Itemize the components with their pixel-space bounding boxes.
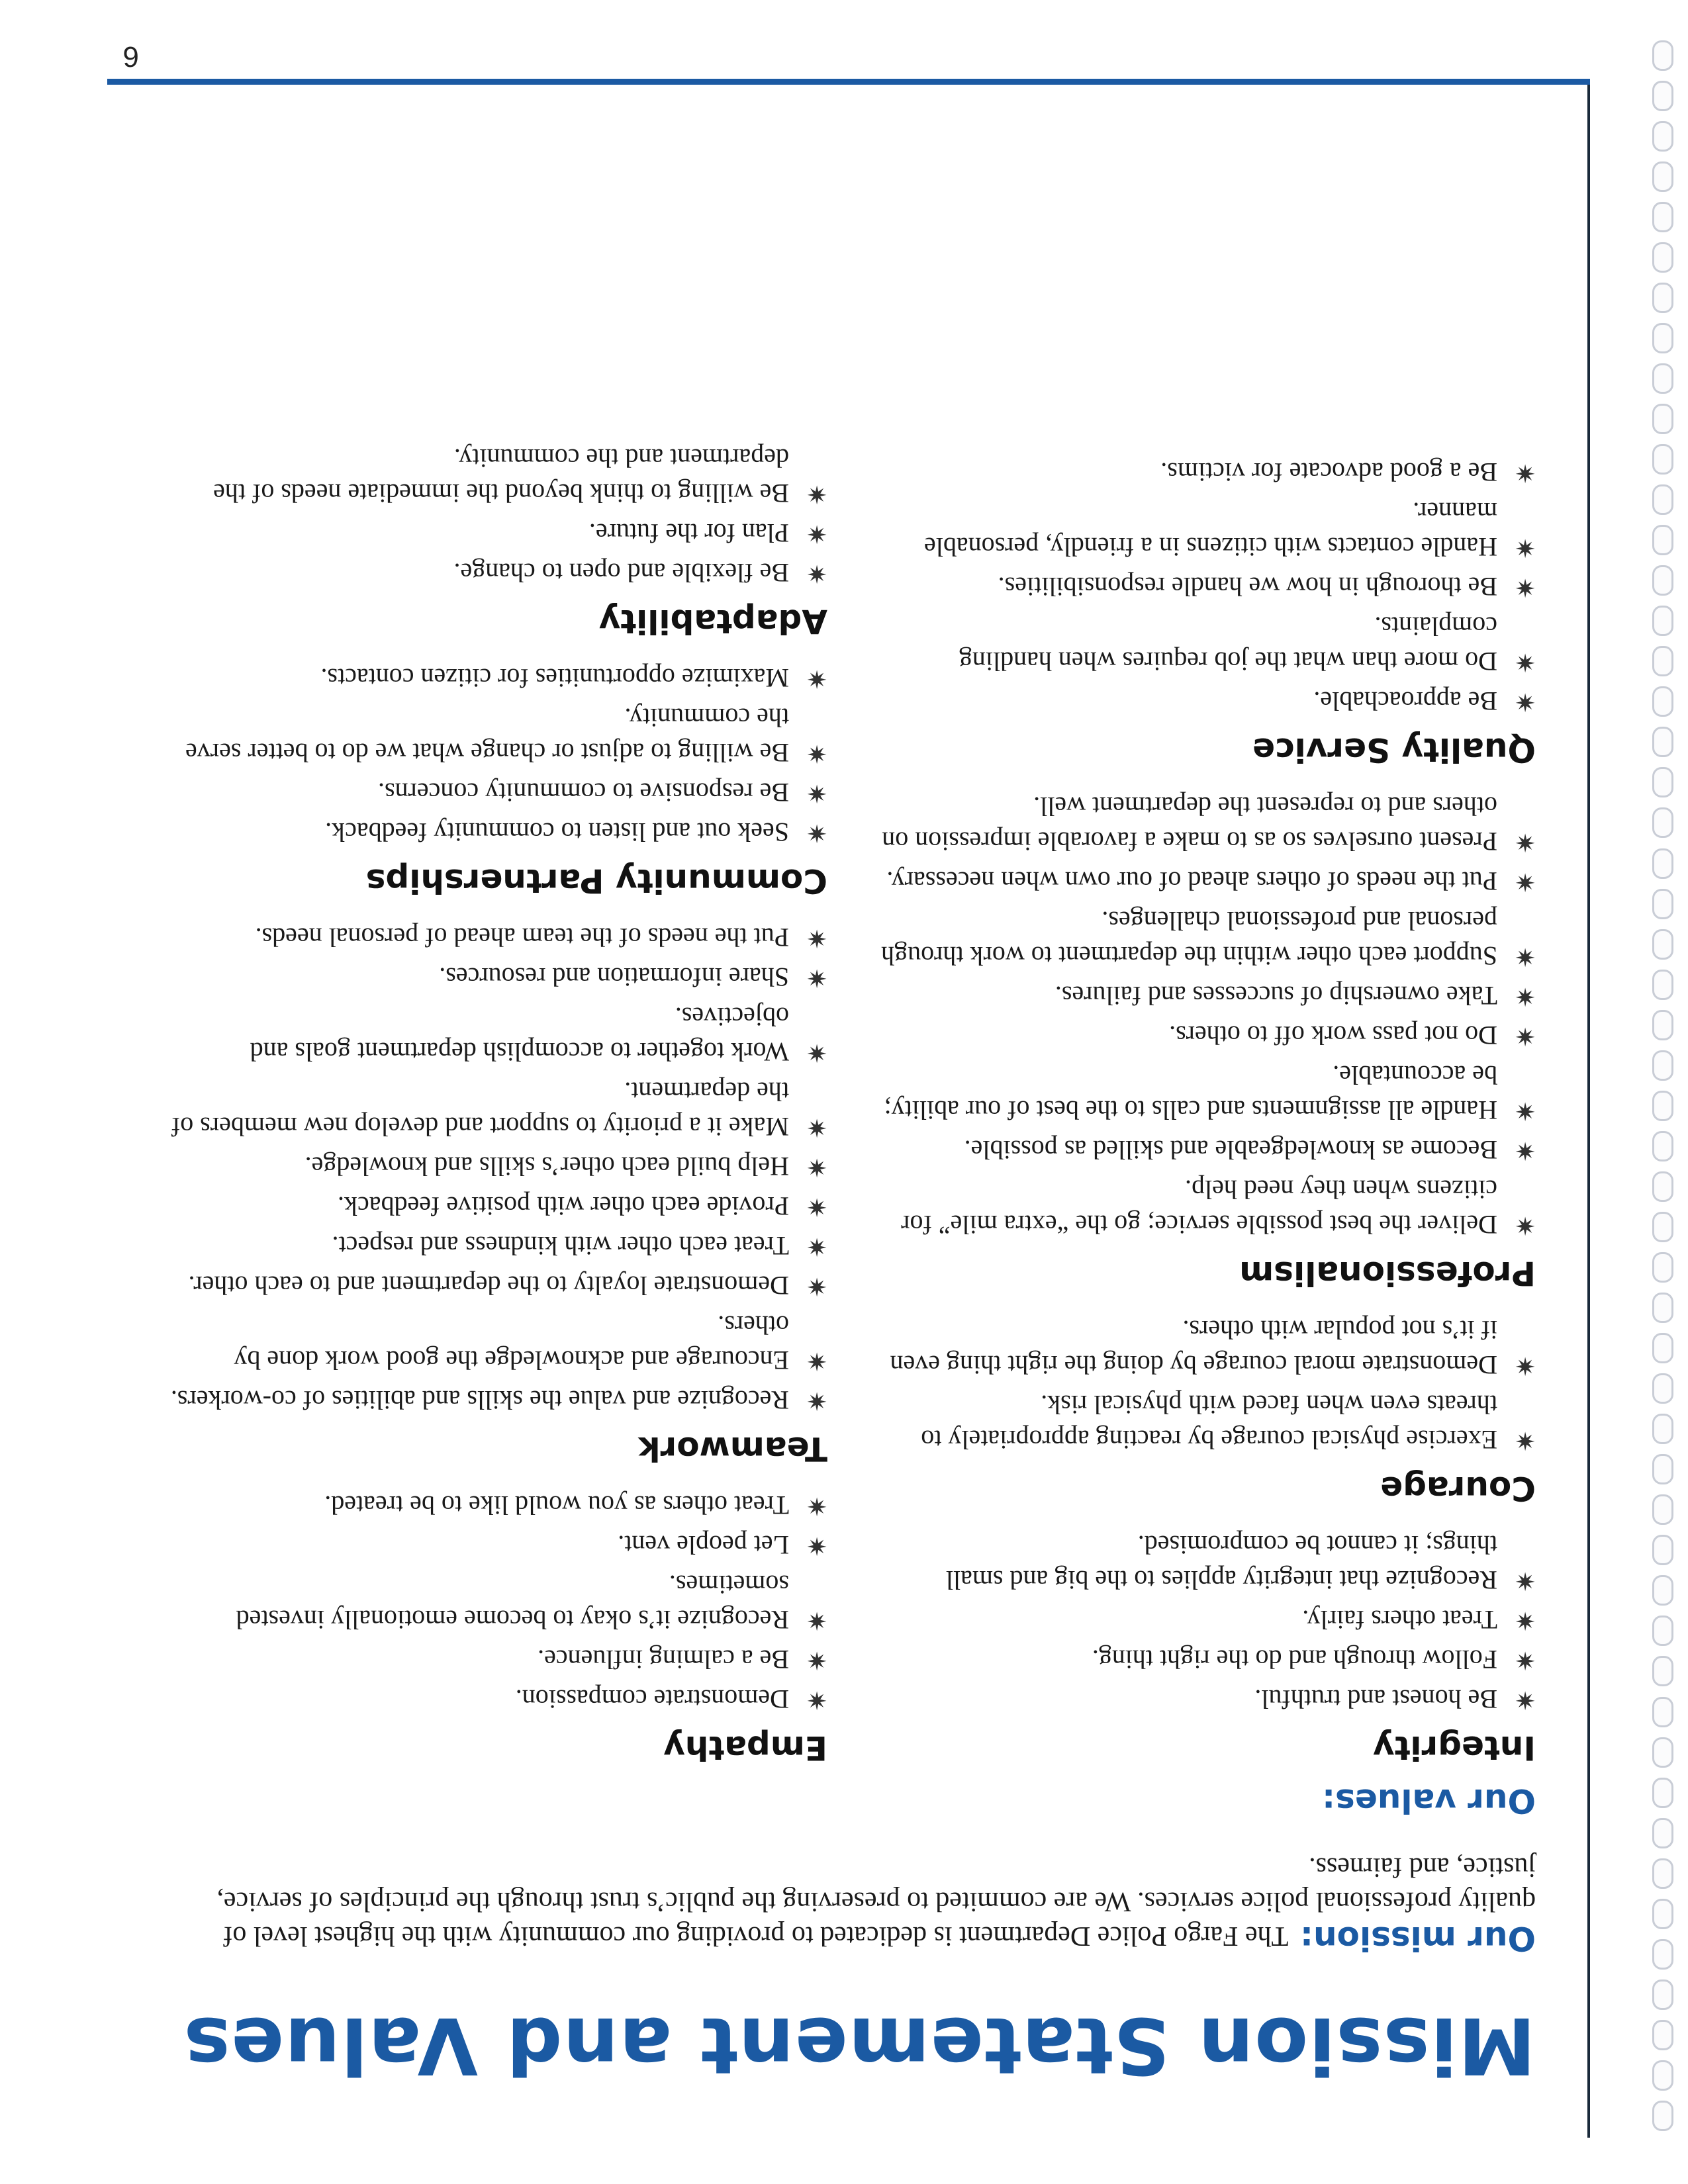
value-item-text: Deliver the best possible service; go the “extra mile” for citizens when they need help.	[901, 1175, 1497, 1240]
value-item	[880, 569, 1536, 604]
binder-hole	[1652, 323, 1673, 353]
value-heading: Professionalism	[1239, 1254, 1536, 1293]
mission-statement	[185, 1850, 1536, 1956]
star-bullet-icon: ✷	[1515, 1686, 1536, 1713]
value-item-text: Put the needs of others ahead of our own when necessary.	[886, 866, 1497, 896]
value-item-text: Seek out and listen to community feedback.	[325, 817, 789, 847]
value-item-text: Be approachable.	[1313, 686, 1497, 716]
binder-hole	[1652, 444, 1673, 475]
value-item	[880, 1387, 1536, 1457]
value-item-text: Provide each other with positive feedback.	[338, 1191, 789, 1221]
value-item	[159, 700, 827, 770]
binder-hole	[1652, 808, 1673, 839]
binder-hole	[1652, 484, 1673, 515]
value-item-text: Recognize and value the skills and abilities of co-workers.	[170, 1385, 789, 1415]
binder-hole	[1652, 1818, 1673, 1848]
value-item-text: Do more than what the job requires when handling complaints.	[959, 612, 1497, 676]
binder-hole	[1652, 363, 1673, 394]
star-bullet-icon: ✷	[806, 1646, 827, 1674]
star-bullet-icon: ✷	[1515, 573, 1536, 601]
values-column-left	[880, 435, 1536, 1767]
star-bullet-icon: ✷	[806, 1606, 827, 1634]
value-item	[159, 920, 827, 955]
star-bullet-icon: ✷	[806, 559, 827, 587]
value-item	[159, 960, 827, 995]
star-bullet-icon: ✷	[1515, 688, 1536, 715]
binder-hole	[1652, 606, 1673, 636]
binder-hole	[1652, 1050, 1673, 1081]
value-item	[159, 999, 827, 1069]
star-bullet-icon: ✷	[806, 1492, 827, 1520]
star-bullet-icon: ✷	[1515, 1022, 1536, 1050]
value-item-text: Treat each other with kindness and respect.	[332, 1231, 789, 1261]
value-item	[880, 684, 1536, 719]
value-list	[880, 1312, 1536, 1457]
value-item-text: Be thorough in how we handle responsibilities.	[998, 572, 1497, 602]
value-item	[159, 1308, 827, 1378]
value-heading: Quality Service	[1252, 731, 1536, 769]
value-item-text: Be willing to think beyond the immediate needs of the department and the community.	[213, 443, 789, 508]
binder-hole	[1652, 1414, 1673, 1444]
value-item-text: Be willing to adjust or change what we do to better serve the community.	[185, 703, 789, 768]
binder-hole	[1652, 1697, 1673, 1727]
binder-hole	[1652, 40, 1673, 71]
binder-hole	[1652, 1171, 1673, 1202]
value-item	[880, 1058, 1536, 1128]
binder-hole	[1652, 81, 1673, 111]
star-bullet-icon: ✷	[806, 779, 827, 807]
value-item	[159, 1149, 827, 1184]
binder-hole	[1652, 848, 1673, 879]
value-item-text: Be flexible and open to change.	[453, 558, 789, 588]
binder-hole	[1652, 970, 1673, 1000]
value-item-text: Support each other within the department to work through personal and professional challenges.	[881, 906, 1497, 971]
value-item	[159, 1228, 827, 1263]
value-list	[159, 920, 827, 1418]
star-bullet-icon: ✷	[806, 1531, 827, 1559]
value-item-text: Demonstrate moral courage by doing the right thing even if it’s not popular with others.	[890, 1315, 1497, 1380]
star-bullet-icon: ✷	[806, 1347, 827, 1375]
footer-rule	[107, 79, 1590, 85]
value-item	[159, 660, 827, 696]
value-item-text: Handle contacts with citizens in a friendly, personable manner.	[924, 497, 1497, 562]
binder-hole	[1652, 1131, 1673, 1161]
value-section	[159, 1488, 827, 1767]
binder-hole	[1652, 727, 1673, 757]
binder-hole	[1652, 1656, 1673, 1686]
star-bullet-icon: ✷	[1515, 533, 1536, 561]
value-list	[880, 789, 1536, 1242]
binder-hole	[1652, 929, 1673, 960]
star-bullet-icon: ✷	[1515, 868, 1536, 895]
value-item-text: Become as knowledgeable and skilled as possible.	[964, 1135, 1497, 1165]
value-item-text: Recognize it’s okay to become emotionally invested sometimes.	[236, 1570, 789, 1635]
value-item-text: Plan for the future.	[588, 518, 789, 548]
value-item	[159, 1527, 827, 1563]
value-list	[159, 1488, 827, 1717]
star-bullet-icon: ✷	[1515, 648, 1536, 676]
star-bullet-icon: ✷	[806, 1686, 827, 1713]
value-heading: Teamwork	[638, 1430, 827, 1468]
value-item-text: Help build each other’s skills and knowledge.	[305, 1152, 789, 1181]
margin-rule	[1587, 79, 1590, 2138]
value-item	[880, 1132, 1536, 1167]
values-heading: Our values:	[1322, 1782, 1536, 1820]
star-bullet-icon: ✷	[1515, 1351, 1536, 1379]
value-item	[880, 1642, 1536, 1677]
star-bullet-icon: ✷	[1515, 1567, 1536, 1594]
value-item-text: Be a calming influence.	[538, 1645, 789, 1674]
value-item	[880, 1602, 1536, 1637]
star-bullet-icon: ✷	[806, 924, 827, 952]
binder-holes	[1647, 40, 1673, 2131]
value-item-text: Treat others fairly.	[1302, 1605, 1497, 1635]
value-item	[159, 1642, 827, 1677]
value-heading: Empathy	[663, 1729, 827, 1767]
value-list	[880, 1527, 1536, 1717]
value-item	[159, 516, 827, 551]
value-item	[159, 815, 827, 850]
binder-hole	[1652, 1494, 1673, 1525]
binder-hole	[1652, 889, 1673, 919]
values-column-right	[159, 421, 827, 1767]
binder-hole	[1652, 2101, 1673, 2131]
binder-hole	[1652, 565, 1673, 596]
value-section	[880, 1527, 1536, 1767]
binder-hole	[1652, 283, 1673, 313]
binder-hole	[1652, 1778, 1673, 1808]
value-heading: Adaptability	[598, 602, 827, 641]
binder-hole	[1652, 1091, 1673, 1121]
binder-hole	[1652, 646, 1673, 676]
value-item	[159, 775, 827, 810]
value-item	[159, 555, 827, 590]
binder-hole	[1652, 1010, 1673, 1040]
value-item-text: Present ourselves so as to make a favorable impression on others and to represent the department well.	[882, 792, 1497, 856]
value-item-text: Demonstrate compassion.	[515, 1684, 789, 1714]
value-heading: Courage	[1380, 1469, 1536, 1508]
binder-hole	[1652, 1535, 1673, 1565]
value-item	[880, 455, 1536, 490]
page-number: 6	[122, 40, 139, 73]
star-bullet-icon: ✷	[1515, 828, 1536, 856]
value-item-text: Be honest and truthful.	[1254, 1684, 1497, 1714]
value-item-text: Take ownership of successes and failures.	[1055, 981, 1497, 1011]
binder-hole	[1652, 202, 1673, 232]
value-item	[159, 1567, 827, 1637]
star-bullet-icon: ✷	[806, 739, 827, 767]
value-section	[159, 920, 827, 1468]
value-item-text: Follow through and do the right thing.	[1092, 1645, 1497, 1674]
star-bullet-icon: ✷	[1515, 942, 1536, 970]
star-bullet-icon: ✷	[806, 520, 827, 547]
star-bullet-icon: ✷	[806, 1153, 827, 1181]
value-item	[159, 1074, 827, 1144]
value-item	[880, 1018, 1536, 1053]
value-list	[159, 441, 827, 590]
value-section	[880, 789, 1536, 1293]
star-bullet-icon: ✷	[806, 1387, 827, 1414]
value-item-text: Maximize opportunities for citizen contacts.	[320, 663, 789, 693]
value-item	[880, 789, 1536, 859]
binder-hole	[1652, 686, 1673, 717]
binder-hole	[1652, 1575, 1673, 1606]
star-bullet-icon: ✷	[806, 964, 827, 991]
value-item-text: Encourage and acknowledge the good work done by others.	[234, 1310, 789, 1375]
value-item-text: Treat others as you would like to be treated.	[324, 1490, 789, 1520]
value-item	[159, 1682, 827, 1717]
value-heading: Integrity	[1372, 1729, 1536, 1767]
value-item-text: Recognize that integrity applies to the big and small things; it cannot be compromised.	[945, 1530, 1497, 1595]
value-item	[880, 1682, 1536, 1717]
value-item-text: Work together to accomplish department goals and objectives.	[250, 1002, 789, 1067]
value-item-text: Exercise physical courage by reacting appropriately to threats even when faced with physical risk.	[921, 1390, 1497, 1455]
binder-hole	[1652, 242, 1673, 273]
value-item	[159, 1383, 827, 1418]
value-section	[880, 455, 1536, 769]
value-item	[159, 1189, 827, 1224]
value-heading: Community Partnerships	[365, 862, 827, 900]
value-item-text: Let people vent.	[618, 1530, 789, 1560]
binder-hole	[1652, 2020, 1673, 2050]
binder-hole	[1652, 1293, 1673, 1323]
value-item-text: Share information and resources.	[439, 962, 789, 992]
star-bullet-icon: ✷	[1515, 1646, 1536, 1674]
value-list	[159, 660, 827, 850]
value-item-text: Make it a priority to support and develop new members of the department.	[171, 1077, 789, 1142]
mission-label: Our mission:	[1299, 1919, 1536, 1958]
star-bullet-icon: ✷	[806, 1272, 827, 1300]
value-section	[159, 660, 827, 900]
binder-hole	[1652, 1373, 1673, 1404]
star-bullet-icon: ✷	[806, 1232, 827, 1260]
value-item	[159, 1488, 827, 1523]
value-item-text: Do not pass work off to others.	[1169, 1021, 1497, 1050]
value-item	[159, 1268, 827, 1303]
value-item	[880, 1527, 1536, 1598]
binder-hole	[1652, 1252, 1673, 1283]
star-bullet-icon: ✷	[806, 664, 827, 692]
value-item	[880, 494, 1536, 565]
value-item-text: Demonstrate loyalty to the department and to each other.	[188, 1271, 789, 1300]
value-item	[880, 1312, 1536, 1383]
star-bullet-icon: ✷	[806, 819, 827, 846]
star-bullet-icon: ✷	[806, 480, 827, 508]
binder-hole	[1652, 1454, 1673, 1484]
star-bullet-icon: ✷	[1515, 1136, 1536, 1164]
star-bullet-icon: ✷	[1515, 1426, 1536, 1454]
value-item-text: Be a good advocate for victims.	[1160, 457, 1497, 487]
value-item-text: Put the needs of the team ahead of personal needs.	[255, 923, 789, 952]
value-section	[159, 441, 827, 641]
value-item	[159, 441, 827, 511]
binder-hole	[1652, 1939, 1673, 1970]
binder-hole	[1652, 121, 1673, 152]
star-bullet-icon: ✷	[1515, 459, 1536, 486]
value-item	[880, 903, 1536, 974]
page-title: Mission Statement and Values	[183, 2000, 1536, 2091]
star-bullet-icon: ✷	[1515, 1211, 1536, 1239]
star-bullet-icon: ✷	[1515, 982, 1536, 1010]
value-list	[880, 455, 1536, 719]
mission-text: The Fargo Police Department is dedicated to providing our community with the highest level of quality professional police services. We are commited to preserving the public’s trust through the principles of service, justice, and fairness.	[216, 1852, 1536, 1951]
value-item	[880, 609, 1536, 679]
value-item-text: Be responsive to community concerns.	[378, 778, 789, 807]
binder-hole	[1652, 1979, 1673, 2010]
binder-hole	[1652, 1212, 1673, 1242]
value-item-text: Handle all assignments and calls to the best of our ability; be accountable.	[884, 1060, 1497, 1125]
binder-hole	[1652, 1333, 1673, 1363]
binder-hole	[1652, 1899, 1673, 1929]
star-bullet-icon: ✷	[806, 1038, 827, 1066]
value-section	[880, 1312, 1536, 1508]
binder-hole	[1652, 1858, 1673, 1889]
star-bullet-icon: ✷	[806, 1193, 827, 1220]
binder-hole	[1652, 767, 1673, 797]
binder-hole	[1652, 525, 1673, 555]
value-item	[880, 978, 1536, 1013]
binder-hole	[1652, 161, 1673, 192]
star-bullet-icon: ✷	[806, 1113, 827, 1141]
binder-hole	[1652, 2060, 1673, 2091]
star-bullet-icon: ✷	[1515, 1097, 1536, 1124]
binder-hole	[1652, 1737, 1673, 1768]
binder-hole	[1652, 1615, 1673, 1646]
value-item	[880, 864, 1536, 899]
value-item	[880, 1172, 1536, 1242]
binder-hole	[1652, 404, 1673, 434]
star-bullet-icon: ✷	[1515, 1606, 1536, 1634]
